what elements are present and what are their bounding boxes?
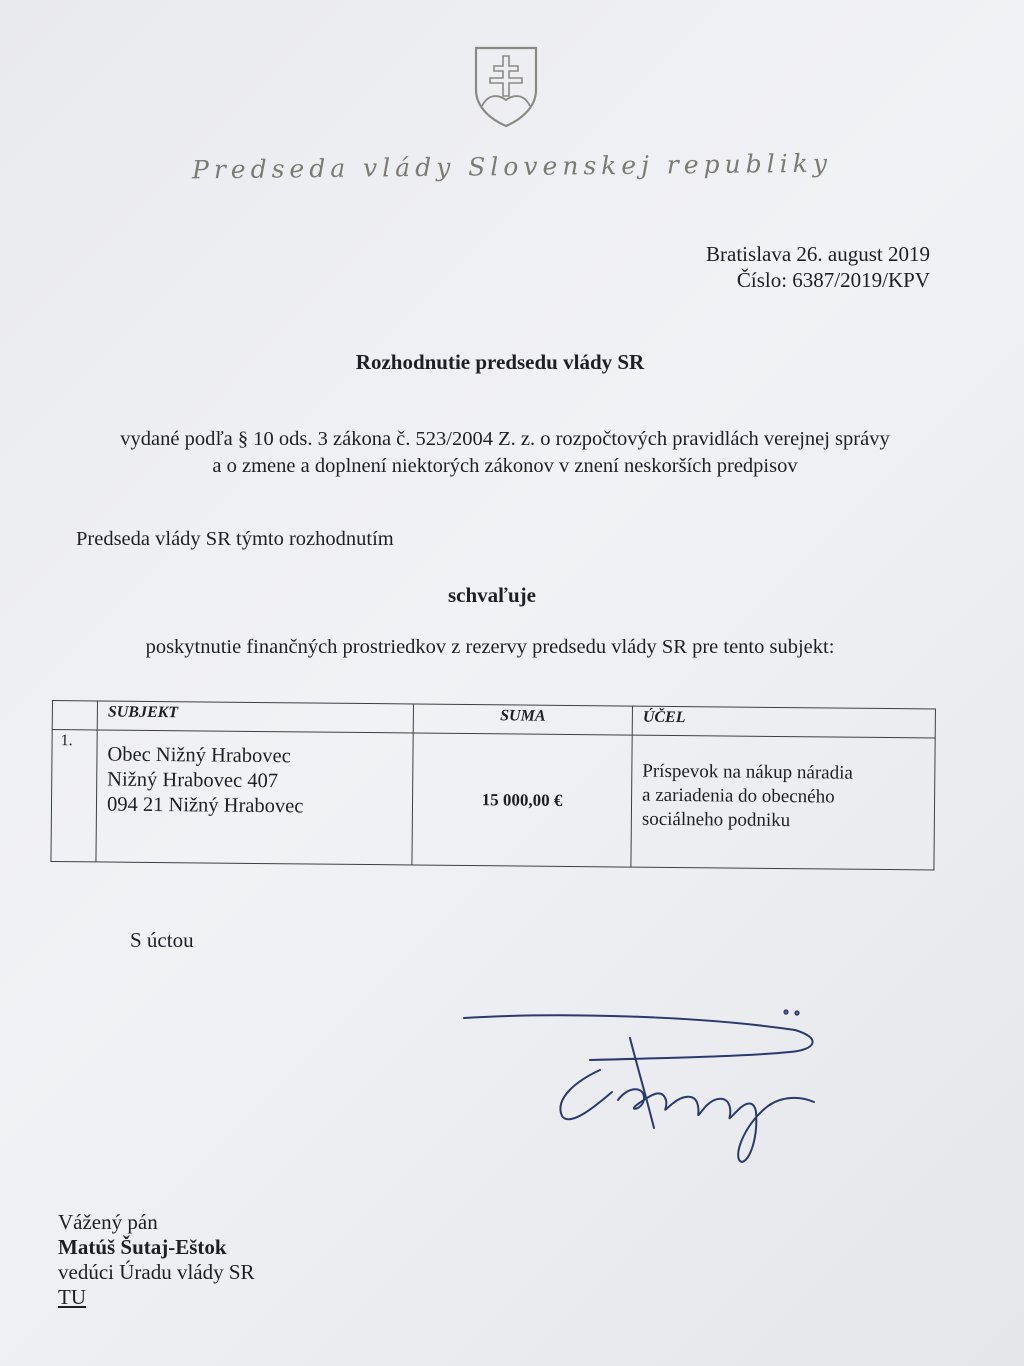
legal-basis-line: a o zmene a doplnení niektorých zákonov v znení neskorších predpisov — [212, 455, 798, 477]
handwritten-signature — [450, 1000, 850, 1170]
purpose-line: sociálneho podniku — [641, 808, 791, 832]
document-title: Rozhodnutie predsedu vlády SR — [355, 350, 645, 374]
legal-basis — [40, 426, 970, 480]
table-row — [51, 730, 935, 870]
addressee-title: vedúci Úradu vlády SR — [58, 1260, 255, 1284]
intro-text: Predseda vlády SR týmto rozhodnutím — [76, 528, 394, 550]
place-date: Bratislava 26. august 2019 — [706, 242, 930, 266]
row-amount: 15 000,00 € — [412, 733, 632, 867]
subject-line: 094 21 Nižný Hrabovec — [106, 793, 304, 818]
row-index: 1. — [51, 730, 97, 862]
addressee-city: TU — [58, 1285, 86, 1309]
slovak-coat-of-arms-icon — [472, 44, 540, 128]
legal-basis-line: vydané podľa § 10 ods. 3 zákona č. 523/2004 Z. z. o rozpočtových pravidlách verejnej správy — [120, 428, 890, 450]
letterhead-office: Predseda vlády Slovenskej republiky — [191, 148, 833, 185]
purpose-line: a zariadenia do obecného — [642, 784, 835, 808]
header-subject: SUBJEKT — [97, 701, 413, 733]
row-subject — [96, 730, 413, 865]
addressee-greeting: Vážený pán — [58, 1210, 158, 1234]
closing-salutation: S úctou — [130, 928, 194, 952]
subject-line: Nižný Hrabovec 407 — [107, 768, 279, 793]
subject-line: Obec Nižný Hrabovec — [107, 743, 291, 768]
row-purpose — [631, 735, 935, 870]
addressee-name: Matúš Šutaj-Eštok — [58, 1235, 227, 1259]
header-purpose: ÚČEL — [632, 706, 935, 738]
purpose-statement: poskytnutie finančných prostriedkov z rezervy predsedu vlády SR pre tento subjekt: — [145, 636, 835, 658]
addressee-block — [58, 1210, 255, 1310]
grant-table — [50, 700, 936, 870]
header-index — [52, 701, 97, 730]
purpose-line: Príspevok na nákup náradia — [642, 760, 853, 784]
verdict: schvaľuje — [447, 583, 536, 607]
header-amount: SUMA — [413, 704, 632, 735]
reference-number: Číslo: 6387/2019/KPV — [736, 268, 930, 292]
